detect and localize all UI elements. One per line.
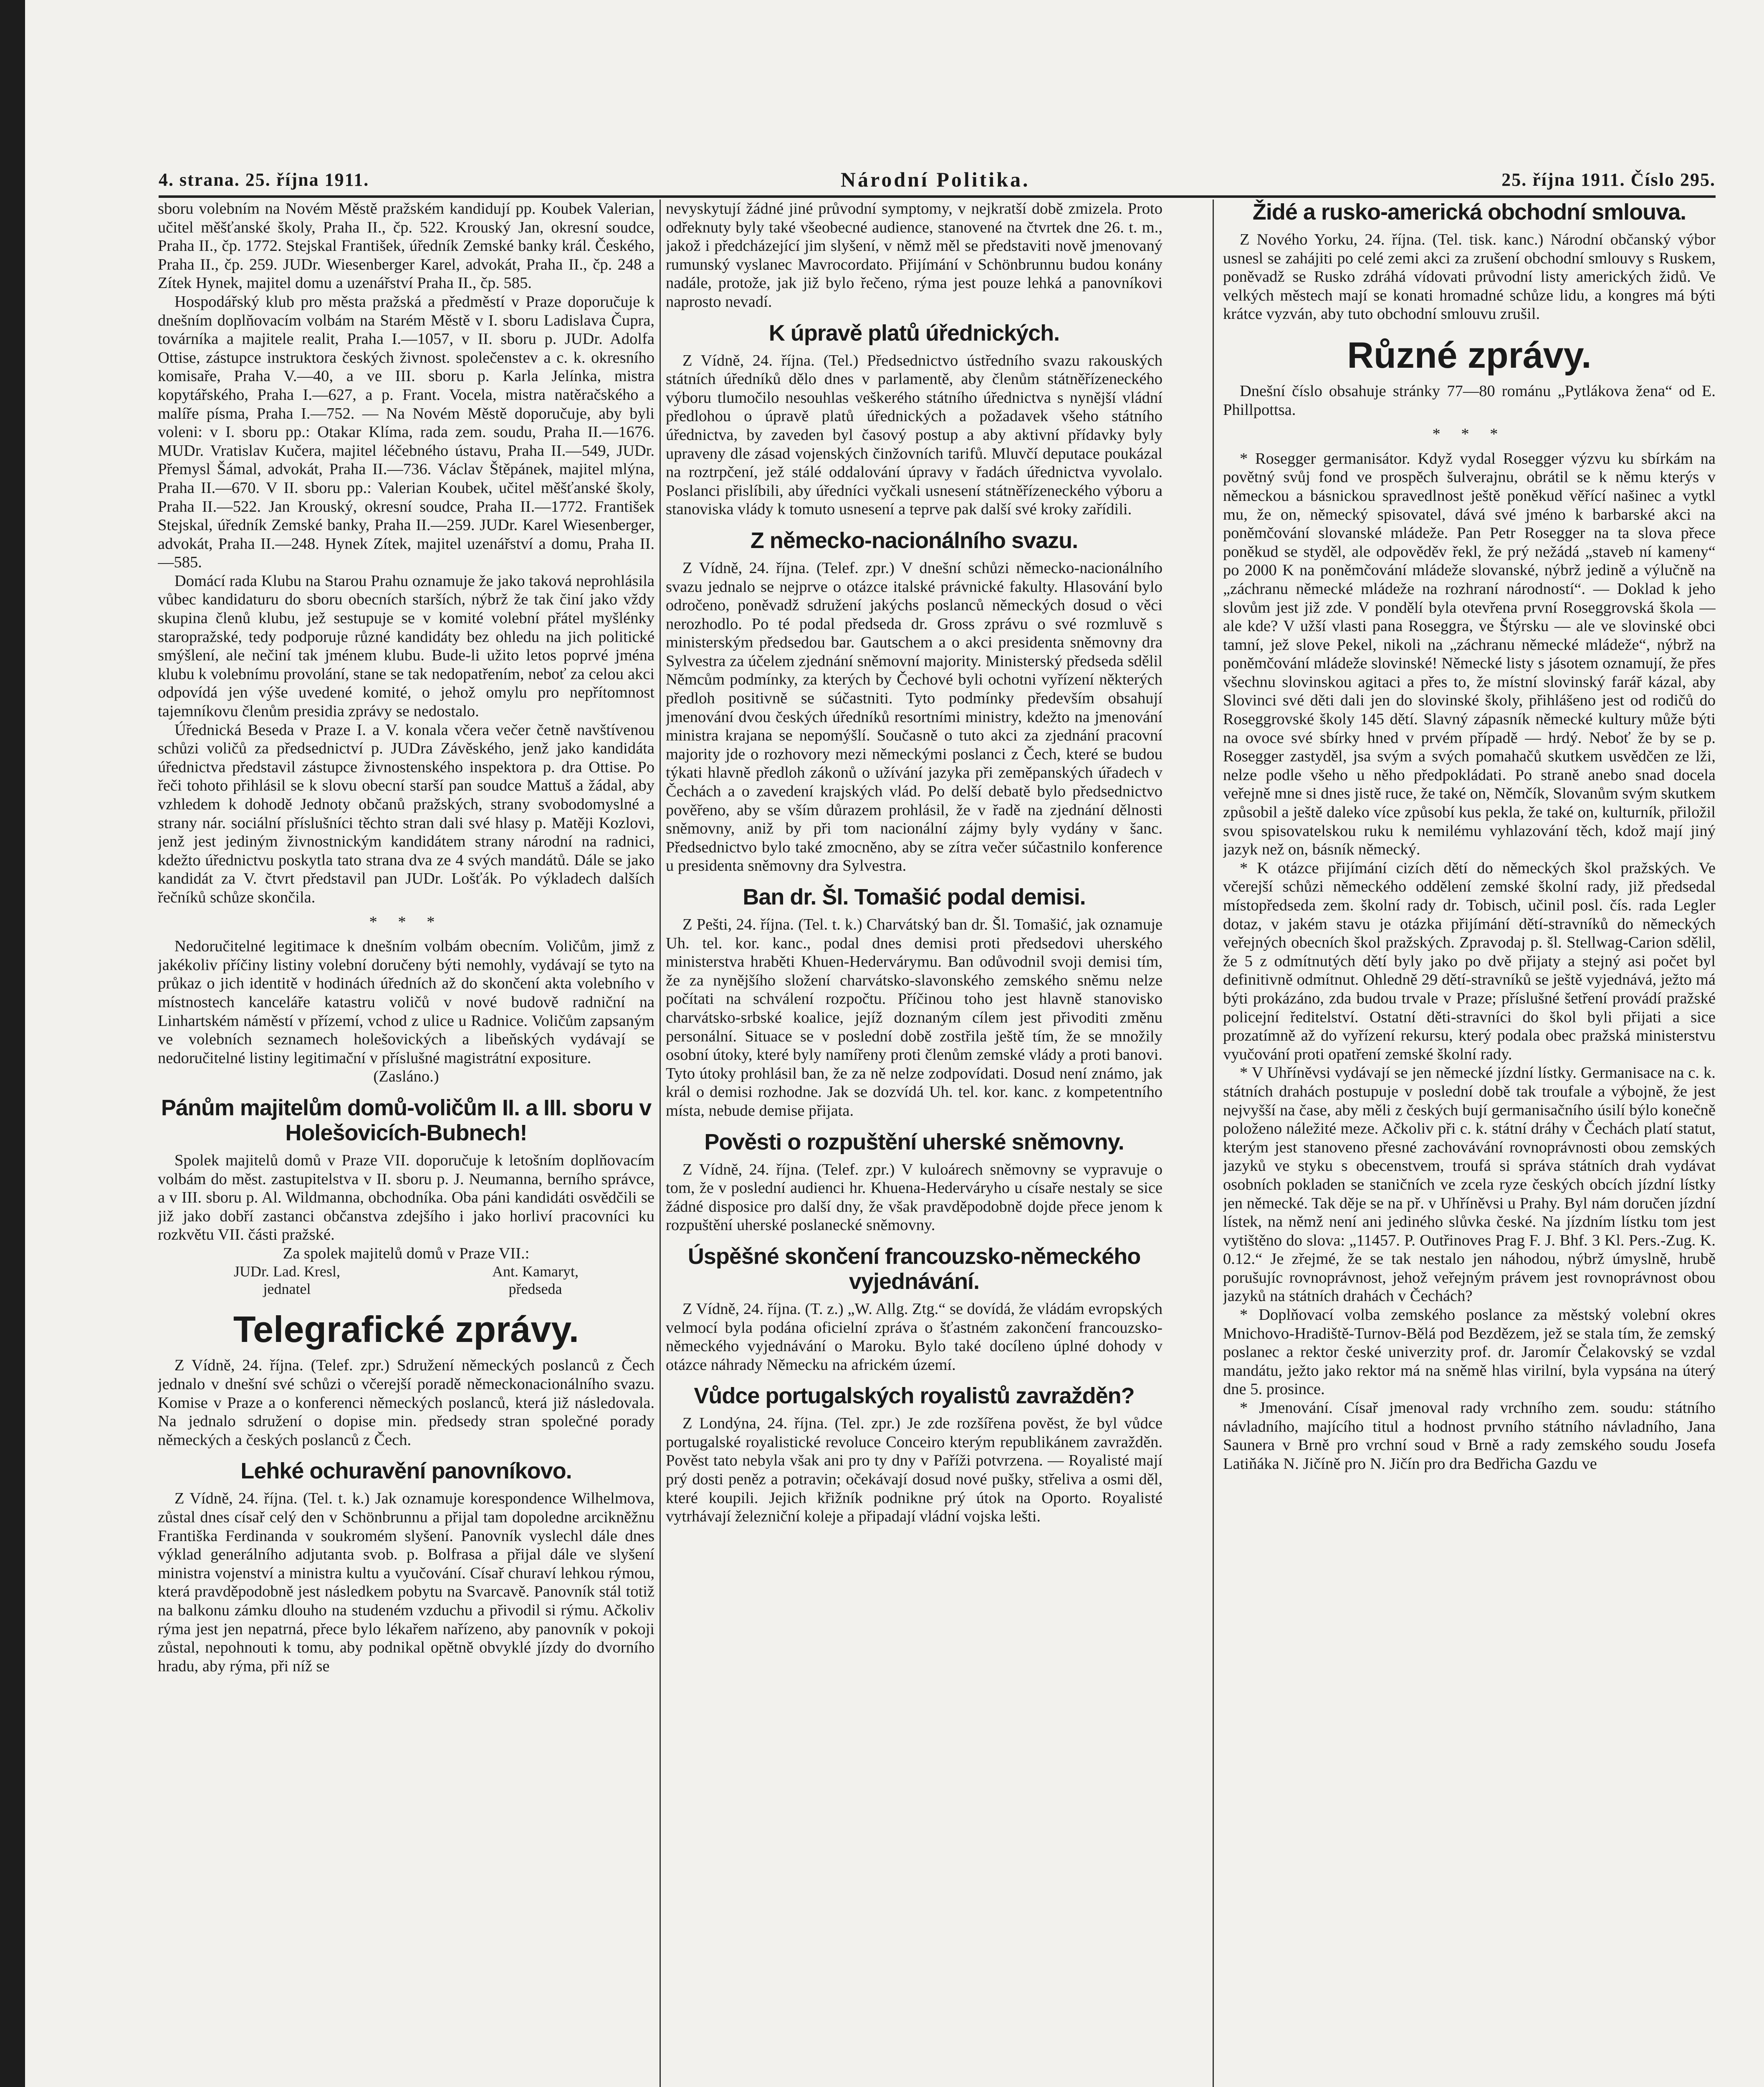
article-paragraph: sboru volebním na Novém Městě pražském kandidují pp. Koubek Valerian, učitel měšťanské školy, Praha II., čp. 522. Krouský Jan, okresní soudce, Praha II., čp. 1772. Stejskal František, úředník Zemské banky král. Českého, Praha II., čp. 259. JUDr. Wiesenberger Karel, advokát, Praha II., čp. 248 a Zítek Hynek, majitel domu a uzenářství Praha II., čp. 585. xyxy=(158,200,655,292)
article-paragraph: Z Vídně, 24. října. (Telef. zpr.) Sdružení německých poslanců z Čech jednalo v dnešní své schůzi o včerejší poradě německonacionálního svazu. Komise v Praze a o konferenci německých poslanců, která již následovala. Na jednalo sdružení o dopise min. předsedy stran společné porady německých a českých poslanců z Čech. xyxy=(158,1357,655,1449)
headline: Ban dr. Šl. Tomašić podal demisi. xyxy=(743,884,1086,910)
article-paragraph: * K otázce přijímání cizích dětí do německých škol pražských. Ve včerejší schůzi německého oddělení zemské školní rady, již předsedal místopředseda zem. školní rady dr. Tobisch, učinil posl. čís. rada Legler dotaz, v jakém stavu je otázka přijímání dětí-stravníků do německých veřejných obecních škol pražských. Zpravodaj p. šl. Stellwag-Carion sdělil, že 5 z odmítnutých dětí byly jako po dvě přijaty a stejný asi počet byl definitivně odmítnut. Ohledně 29 dětí-stravníků se ještě vyjednává, ježto má býti prokázáno, zda budou trvale v Praze; příslušné šetření provádí pražské policejní ředitelství. Ostatní děti-stravníci do škol byli přijati a sice prozatímně až do vyřízení rekursu, který podala obec pražská ministerstvu vyučování proti opatření zemské školní rady. xyxy=(1223,859,1716,1063)
article-paragraph: Z Vídně, 24. října. (Tel.) Předsednictvo ústředního svazu rakouských státních úředníků dělo dnes v parlamentě, aby členům státněřízeneckého výboru tlumočilo nesouhlas veškerého státního úřednictva s nynější vládní předlohou o úpravě platů úřednických a požadavek všeho státního úřednictva, by zaveden byl časový postup a aby aktivní přídavky byly upraveny dle zásad vojenských činžovních tarifů. Mluvčí deputace poukázal na roztrpčení, jež stálé oddalování úpravy v řadách úřednictva vyvolalo. Poslanci přislíbili, aby úředníci vyčkali usnesení státněřízeneckého výboru a stanoviska vlády k tomuto usnesení a teprve pak další své kroky zařídili. xyxy=(666,351,1163,518)
headline: Lehké ochuravění panovníkovo. xyxy=(240,1458,572,1484)
article-paragraph: Z Vídně, 24. října. (Telef. zpr.) V dnešní schůzi německo-nacionálního svazu jednalo se nejprve o otázce italské právnické fakulty. Hlasování bylo odročeno, poněvadž sdružení jakýchs poslanců německých dosud o věci nerozhodlo. Po té podal předseda dr. Gross zprávu o své rozmluvě s ministerským předsedou bar. Gautschem a o akci presidenta sněmovny dra Sylvestra za účelem zjednání sněmovní majority. Ministerský předseda sdělil Němcům podmínky, za kterých by Čechové byli ochotni vyřízení některých předloh positivně se súčastniti. Tyto podmínky především obsahují jmenování dvou českých úředníků resortními ministry, kdežto na jmenování ministra krajana se nepomýšlí. Současně o tuto akci za zjednání pracovní majority jde o rozhovory mezi německými poslanci z Čech, které se budou týkati hlavně předloh zákonů o užívání jazyka při zeměpanských úřadech v Čechách a o zavedení krajských vlád. Po delší debatě bylo předsednictvo pověřeno, aby se vším důrazem prohlásil, že v řadě na zjednání dělnosti sněmovny, aniž by při tom nacionální zájmy byly vydány v šanc. Předsednictvo bylo také zmocněno, aby se zítra večer súčastnilo konference u presidenta sněmovny dra Sylvestra. xyxy=(666,559,1163,875)
section-stars: * * * xyxy=(369,913,443,931)
headline: Pánům majitelům domů-voličům II. a III. sboru v Holešovicích-Bubnech! xyxy=(161,1095,652,1145)
headline: K úpravě platů úřednických. xyxy=(768,320,1060,346)
masthead-title: Národní Politika. xyxy=(840,168,1030,191)
article-paragraph: * Doplňovací volba zemského poslance za městský volební okres Mnichovo-Hradiště-Turnov-Bělá pod Bezdězem, jež se stala tím, že zemský poslanec a rektor české univerzity prof. dr. Jaromír Čelakovský se vzdal mandátu, ježto jako rektor má na sněmě hlas virilní, byla vypsána na úterý dne 5. prosince. xyxy=(1223,1306,1716,1398)
signature-block xyxy=(158,1263,655,1298)
header-left: 4. strana. 25. října 1911. xyxy=(159,169,369,190)
article-paragraph: Hospodářský klub pro města pražská a předměstí v Praze doporučuje k dnešním doplňovacím volbám na Starém Městě v I. sboru Ladislava Čupra, továrníka a majitele realit, Praha I.—1057, v II. sboru p. JUDr. Adolfa Ottise, zástupce instruktora českých živnost. společenstev a c. k. okresního komisaře, Praha V.—40, a ve III. sboru p. Karla Jelínka, mistra kopytářského, Praha I.—627, a p. Frant. Vocela, mistra natěračského a malíře písma, Praha I.—752. — Na Novém Městě doporučuje, aby byli voleni: v I. sboru pp.: Otakar Klíma, rada zem. soudu, Praha II.—1676. MUDr. Vratislav Kučera, majitel léčebného ústavu, Praha II.—549, JUDr. Přemysl Šámal, advokát, Praha II.—736. Václav Štěpánek, majitel mlýna, Praha II.—670. V II. sboru pp.: Valerian Koubek, učitel měšťanské školy, Praha II.—522. Jan Krouský, okresní soudce, Praha II.—1772. František Stejskal, úředník Zemské banky, Praha II.—259. JUDr. Karel Wiesenberger, advokát, Praha II.—248. Hynek Zítek, majitel uzenářství a domu, Praha II.—585. xyxy=(158,293,655,571)
article-paragraph: Z Londýna, 24. října. (Tel. zpr.) Je zde rozšířena pověst, že byl vůdce portugalské royalistické revoluce Conceiro kterým republikánem zavražděn. Pověst tato nebyla však ani pro ty dny v Paříži potvrzena. — Royalisté mají prý dosti peněz a potravin; očekávají dosud nové pušky, střeliva a osmi děl, které koupili. Jejich křižník podnikne prý útok na Oporto. Royalisté vytrhávají železniční koleje a připadají vládní vojska lešti. xyxy=(666,1415,1163,1526)
column-3 xyxy=(1223,200,1716,2087)
article-paragraph: * Jmenování. Císař jmenoval rady vrchního zem. soudu: státního návladního, majícího titul a hodnost prvního státního návladního, Jana Saunera v Brně pro vrchní soud v Brně a rady zemského soudu Josefa Latiňáka N. Jičíně pro N. Jičín pro dra Bedřicha Gazdu ve xyxy=(1223,1399,1716,1473)
column-1 xyxy=(158,200,655,2087)
signature-right-name: Ant. Kamaryt, xyxy=(492,1263,579,1280)
signature-left-name: JUDr. Lad. Kresl, xyxy=(234,1263,340,1280)
page-header xyxy=(159,165,1716,194)
article-paragraph: nevyskytují žádné jiné průvodní symptomy, v nejkratší době zmizela. Proto odřeknuty byly také všeobecné audience, stanovené na čtvrtek dne 26. t. m., jakož i předcházející jim slyšení, v němž měl se představiti nově jmenovaný rumunský vyslanec Mavrocordato. Přijímání v Schönbrunnu budou konány nadále, protože, jak již bylo řečeno, rýma jest pouze lehká a panovníkovi naprosto nevadí. xyxy=(666,200,1163,311)
article-paragraph: Spolek majitelů domů v Praze VII. doporučuje k letošním doplňovacím volbám do měst. zastupitelstva v II. sboru p. J. Neumanna, berního správce, a v III. sboru p. Al. Wildmanna, obchodníka. Oba páni kandidáti osvědčili se již jako dobří zastanci občanstva zdejšího i jako horliví pracovníci ku rozkvětu VII. části pražské. xyxy=(158,1151,655,1244)
signature-right-role: předseda xyxy=(508,1281,562,1298)
section-title-misc: Různé zprávy. xyxy=(1347,334,1592,376)
article-paragraph: Z Vídně, 24. října. (Tel. t. k.) Jak oznamuje korespondence Wilhelmova, zůstal dnes císař celý den v Schönbrunnu a přijal tam dopoledne arcikněžnu Františka Ferdinanda v soukromém slyšení. Panovník vyslechl dále dnes výklad generálního adjutanta svob. p. Bolfrasa a přijal dále ve slyšení ministra vojenství a ministra kultu a vyučování. Císař churaví lehkou rýmou, která pravděpodobně jest následkem pobytu na Svarcavě. Panovník stál totiž na balkonu zámku dlouho na studeném vzduchu a přivodil si rýmu. Ačkoliv rýma jest jen nepatrná, přece bylo lékařem nařízeno, aby panovník v pokoji zůstal, nepohnouti k tomu, aby podnikal opětně obvyklé jízdy do dvorního hradu, aby rýma, při níž se xyxy=(158,1490,655,1675)
article-paragraph: Z Pešti, 24. října. (Tel. t. k.) Charvátský ban dr. Šl. Tomašić, jak oznamuje Uh. tel. kor. kanc., podal dnes demisi proti předsedovi uherského ministerstva hraběti Khuen-Hedervárymu. Ban odůvodnil svoji demisi tím, že za nynějšího složení charvátsko-slavonského zemského sněmu nelze počítati na schválení rozpočtu. Příčinou toho jest hlavně stanovisko charvátsko-srbské koalice, jejíž doznaným cílem jest přivoditi změnu personální. Situace se v poslední době zostřila ještě tím, že se množily osobní útoky, které byly namířeny proti členům zemské vlády a proti banovi. Tyto útoky prohlásil ban, že za ně nelze zodpovídati. Dosud není známo, jak král o demisi rozhodne. Jak se dozvídá Uh. tel. kor. kanc. z kompetentního místa, nebude demise přijata. xyxy=(666,916,1163,1119)
article-paragraph: Z Nového Yorku, 24. října. (Tel. tisk. kanc.) Národní občanský výbor usnesl se zahájiti po celé zemi akci za zrušení obchodní smlouvy s Ruskem, poněvadž se Rusko zdráhá vídovati průvodní listy amerických židů. Ve velkých městech mají se konati hromadné schůze lidu, a kongres má býti krátce vyzván, aby tuto obchodní smlouvu zrušil. xyxy=(1223,231,1716,323)
header-right: 25. října 1911. Číslo 295. xyxy=(1501,169,1716,190)
zaslano-label: (Zasláno.) xyxy=(373,1068,439,1086)
section-stars: * * * xyxy=(1432,425,1506,443)
article-paragraph: * V Uhříněvsi vydávají se jen německé jízdní lístky. Germanisace na c. k. státních drahách postupuje v poslední době tak troufale a výbojně, že jest nejvyšší na čase, aby měli z českých bují germanisačního úsilí býlo konečně položeno náležité meze. Ačkoliv při c. k. státní dráhy v Čechách platí statut, kterým jest stanoveno přesné zachovávání rovnoprávnosti obou zemských jazyků ve styku s obecenstvem, troufá si správa státních drah vydávat osobních pokladen se staničních ve zcela ryze českých obcích jízdní lístky jen německé. Tak děje se na př. v Uhříněvsi u Prahy. Byl nám doručen jízdní lístek, na němž není ani jediného slůvka české. Na jízdním lístku tom jest vytištěno do slova: „11457. P. Outřinoves Prag F. J. Bhf. 3 Kl. Pers.-Zug. K. 0.12.“ Je zřejmé, že se tak nestalo jen náhodou, nýbrž úmyslně, hrubě porušujíc rovnoprávnost, jehož veřejným právem jest rovnoprávnost obou jazyků na státních drahách v Čechách? xyxy=(1223,1064,1716,1305)
signature-intro: Za spolek majitelů domů v Praze VII.: xyxy=(283,1244,530,1262)
column-2 xyxy=(666,200,1163,2087)
article-paragraph: * Rosegger germanisátor. Když vydal Rosegger výzvu ku sbírkám na povětný svůj fond ve prospěch šulverajnu, obrátil se k němu kterýs v německou a básnickou spravedlnost ještě poněkud věřící našinec a vytkl mu, že on, německý spisovatel, dává své jméno k barbarské akci na poněmčování slovanské mládeže. Pan Petr Rosegger na ta slova přece poněkud se styděl, ale odpověděv řekl, že prý nežádá „staveb ní kameny“ po 2000 K na poněmčování mládeže slovanské, nýbrž jedině a výlučně na „záchranu německé mládeže na rozhraní národností“. — Doklad k jeho slovům jest již zde. V pondělí byla otevřena první Roseggrovská škola — ale kde? V užší vlasti pana Roseggra, ve Štýrsku — ale ve slovinské obci tamní, jež slove Pekel, nikoli na „záchranu německé mládeže“, nýbrž na poněmčování mládeže slovinské! Německé listy s jásotem oznamují, že přes všechnu slovinskou agitaci a přes to, že místní slovinský farář kázal, aby Slovinci své děti dali jen do slovinské školy, přihlášeno jest od rodičů do Roseggrovské školy 145 dětí. Slavný zápasník německé kultury může býti na ovoce své sbírky hned v prvém případě — hrdý. Neboť že by se p. Rosegger zastyděl, jsa svým a svých pomahačů skutkem usvědčen ze lži, nelze podle všeho u něho předpokládati. Po straně anebo snad docela veřejně mne si dnes jistě ruce, že také on, Němčík, Slovanům svým skutkem způsobil a ještě daleko více způsobí kus pekla, že také on, kulturník, přiložil svou spisovatelskou ruku k nemilému vyhlazování těch, kdož mají jiný jazyk než on, básník německý. xyxy=(1223,450,1716,859)
headline: Z německo-nacionálního svazu. xyxy=(750,528,1078,553)
signature-left-role: jednatel xyxy=(263,1281,311,1298)
article-paragraph: Domácí rada Klubu na Starou Prahu oznamuje že jako taková neprohlásila vůbec kandidaturu do sboru obecních starších, nýbrž že tak činí jako vždy skupina členů klubu, jež sestupuje se v komité volební přátel myšlénky staropražské, tedy podporuje různé kandidáty bez ohledu na jich politické smýšlení, ale nečiní tak jménem klubu. Bude-li užito letos poprvé jména klubu k volebnímu provolání, stane se tak nedopatřením, neboť za celou akci odpovídá jen výše uvedené komité, o jehož omylu pro nepřítomnost tajemníkovu členům presidia zprávy se nedostalo. xyxy=(158,572,655,720)
section-title-telegraph: Telegrafické zprávy. xyxy=(233,1309,579,1350)
headline: Pověsti o rozpuštění uherské sněmovny. xyxy=(704,1129,1124,1155)
column-divider-2 xyxy=(1213,200,1214,2087)
headline: Židé a rusko-americká obchodní smlouva. xyxy=(1252,200,1686,225)
article-paragraph: Úřednická Beseda v Praze I. a V. konala včera večer četně navštívenou schůzi voličů za předsednictví p. JUDra Závěského, jenž jako kandidáta úřednictva představil zástupce živnostenského inspektora p. dra Ottise. Po řeči tohoto přihlásil se k slovu obecní starší pan soudce Mattuš a žádal, aby vzhledem k dohodě Jednoty občanů pražských, strany svobodomyslné a strany nár. sociální příslušníci těchto stran dali své hlasy p. Matěji Kozlovi, jenž jest jediným živnostnickým kandidátem strany národní na radnici, kdežto úřednictvu poskytla tato strana dva ze 4 svých mandátů. Dále se jako kandidát za V. čtvrt představil pan JUDr. Lošťák. Po výkladech dalších řečníků schůze skončila. xyxy=(158,721,655,906)
article-paragraph: Nedoručitelné legitimace k dnešním volbám obecním. Voličům, jimž z jakékoliv příčiny listiny volební doručeny býti nemohly, vydávají se tyto na průkaz o jich identitě v hodinách úředních až do skončení akta volebního v místnostech kanceláře katastru voličů v nové budově radniční na Linhartském náměstí v přízemí, vchod z ulice u Radnice. Voličům zapsaným ve volebních seznamech holešovických a libeňských vydávají se nedoručitelné listiny legitimační v příslušné magistrátní expositure. xyxy=(158,937,655,1067)
headline: Úspěšné skončení francouzsko-německého vyjednávání. xyxy=(687,1243,1141,1294)
article-paragraph: Z Vídně, 24. října. (T. z.) „W. Allg. Ztg.“ se dovídá, že vládám evropských velmocí byla podána oficielní zpráva o šťastném zakončení francouzsko-německého vyjednávání o Maroku. Bylo také docíleno úplné dohody v otázce náhrady Německu na africkém území. xyxy=(666,1300,1163,1374)
article-paragraph: Z Vídně, 24. října. (Telef. zpr.) V kuloárech sněmovny se vypravuje o tom, že v poslední audienci hr. Khuena-Hederváryho u císaře nestaly se sice žádné disposice pro další dny, že však pravděpodobně dojde přece jenom k rozpuštění uherské poslanecké sněmovny. xyxy=(666,1160,1163,1234)
header-rule xyxy=(159,195,1716,198)
article-paragraph: Dnešní číslo obsahuje stránky 77—80 románu „Pytlákova žena“ od E. Phillpottsa. xyxy=(1223,382,1716,419)
headline: Vůdce portugalských royalistů zavražděn? xyxy=(694,1383,1135,1409)
column-divider-1 xyxy=(660,200,661,2087)
